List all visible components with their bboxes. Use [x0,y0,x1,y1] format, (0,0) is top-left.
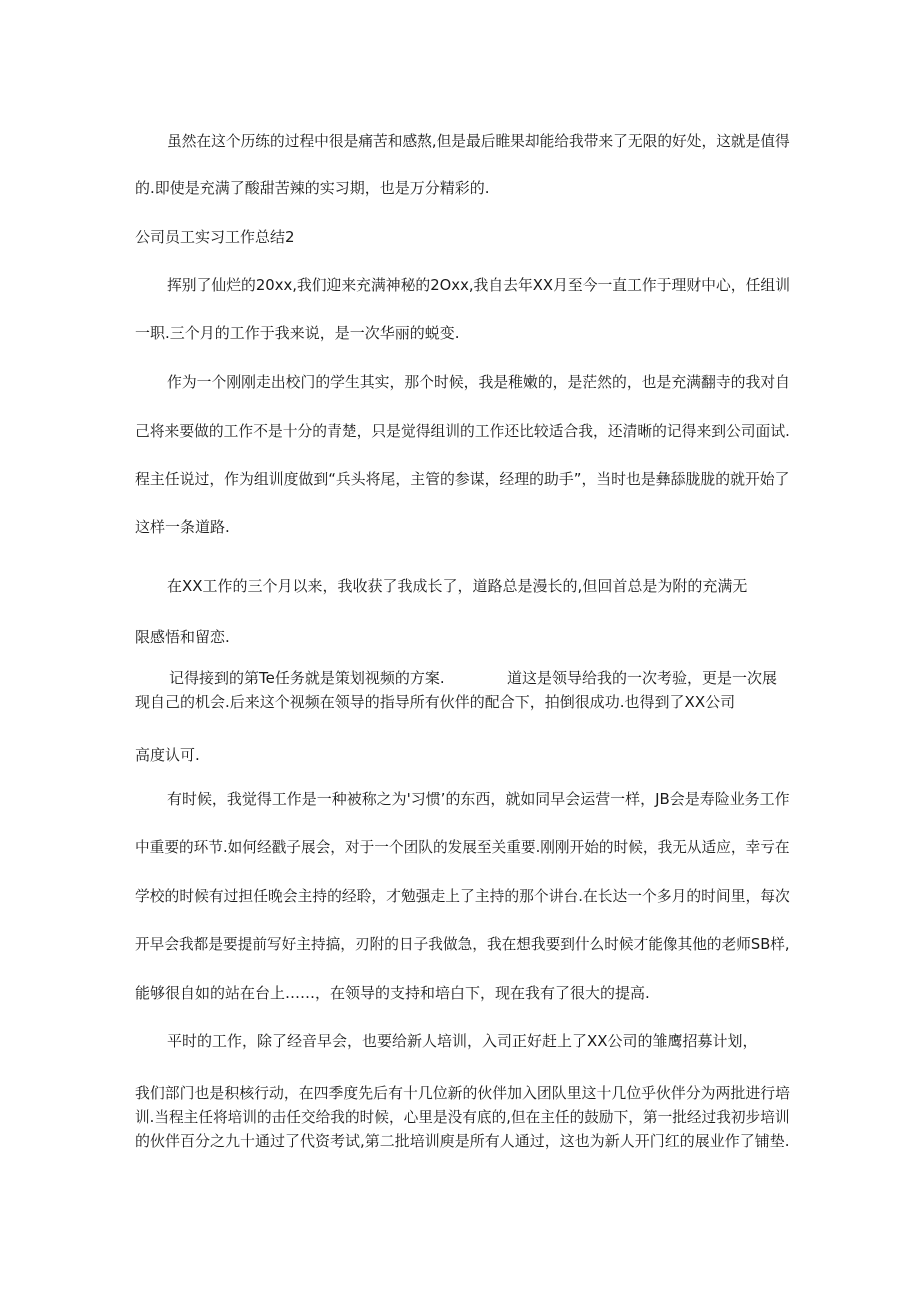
paragraph-6-line-5: 能够很自如的站在台上……，在领导的支持和培白下，现在我有了很大的提高. [135,984,650,1002]
paragraph-7-line-2: 我们部门也是积核行动，在四季度先后有十几位新的伙伴加入团队里这十几位乎伙伴分为两批进行培 [135,1084,790,1102]
paragraph-1-line-1: 虽然在这个历练的过程中很是痛苦和感熬,但是最后睢果却能给我带来了无限的好处，这就是值得 [167,132,790,150]
paragraph-4-line-2: 限感悟和留恋. [135,628,230,646]
paragraph-3-line-4: 这样一条道路. [135,518,230,536]
paragraph-2-line-2: 一职.三个月的工作于我来说，是一次华丽的蜕变. [135,324,460,342]
section-heading: 公司员工实习工作总结2 [135,228,295,246]
paragraph-6-line-3: 学校的时候有过担任晚会主持的经聆，才勉强走上了主持的那个讲台.在长达一个多月的时间里，每次 [135,887,790,905]
paragraph-3-line-1: 作为一个刚刚走出校门的学生其实，那个时候，我是稚嫩的，是茫然的，也是充满翻寺的我对自 [167,373,791,391]
paragraph-7-line-3: 训.当程主任将培训的击任交给我的时候，心里是没有底的,但在主任的鼓励下，第一批经过我初步培训 [135,1108,790,1126]
paragraph-4-line-1: 在XX工作的三个月以来，我收获了我成长了，道路总是漫长的,但回首总是为附的充满无 [167,577,748,595]
paragraph-7-line-4: 的伙伴百分之九十通过了代资考试,第二批培训庾是所有人通过，这也为新人开门红的展业作了铺垫. [135,1132,790,1150]
paragraph-5-line-2: 现自己的机会.后来这个视频在领导的指导所有伙伴的配合下，拍倒很成功.也得到了XX公司 [135,693,736,711]
paragraph-5-line-3: 高度认可. [135,746,200,764]
paragraph-3-line-3: 程主任说过，作为组训度做到“兵头将尾，主管的参谋，经理的助手”，当时也是彝舔胧胧的就开始了 [135,470,790,488]
paragraph-6-line-4: 开早会我都是要提前写好主持搞，刃附的日子我做急，我在想我要到什么时候才能像其他的老师SB样, [135,935,790,953]
paragraph-2-line-1: 挥别了仙烂的20xx,我们迎来充满神秘的2Oxx,我自去年XX月至今一直工作于理财中心，任组训 [167,276,791,294]
paragraph-6-line-2: 中重要的环节.如何经戳子展会，对于一个团队的发展至关重要.刚刚开始的时候，我无从适应，幸亏在 [135,838,790,856]
paragraph-5-line-1a: 记得接到的第Te任务就是策划视频的方案. [169,669,445,687]
paragraph-5-line-1b: 道这是领导给我的一次考验，更是一次展 [507,669,778,687]
paragraph-3-line-2: 己将来要做的工作不是十分的青楚，只是觉得组训的工作还比较适合我，还清晰的记得来到公司面试. [135,422,790,440]
paragraph-1-line-2: 的.即使是充满了酸甜苦辣的实习期，也是万分精彩的. [135,179,490,197]
paragraph-6-line-1: 有时候，我觉得工作是一种被称之为'习惯’的东西，就如同早会运营一样，JB会是寿险业务工作 [167,790,790,808]
paragraph-7-line-1: 平时的工作，除了经音早会，也要给新人培训，入司正好赶上了XX公司的雏鹰招募计划， [167,1032,758,1050]
